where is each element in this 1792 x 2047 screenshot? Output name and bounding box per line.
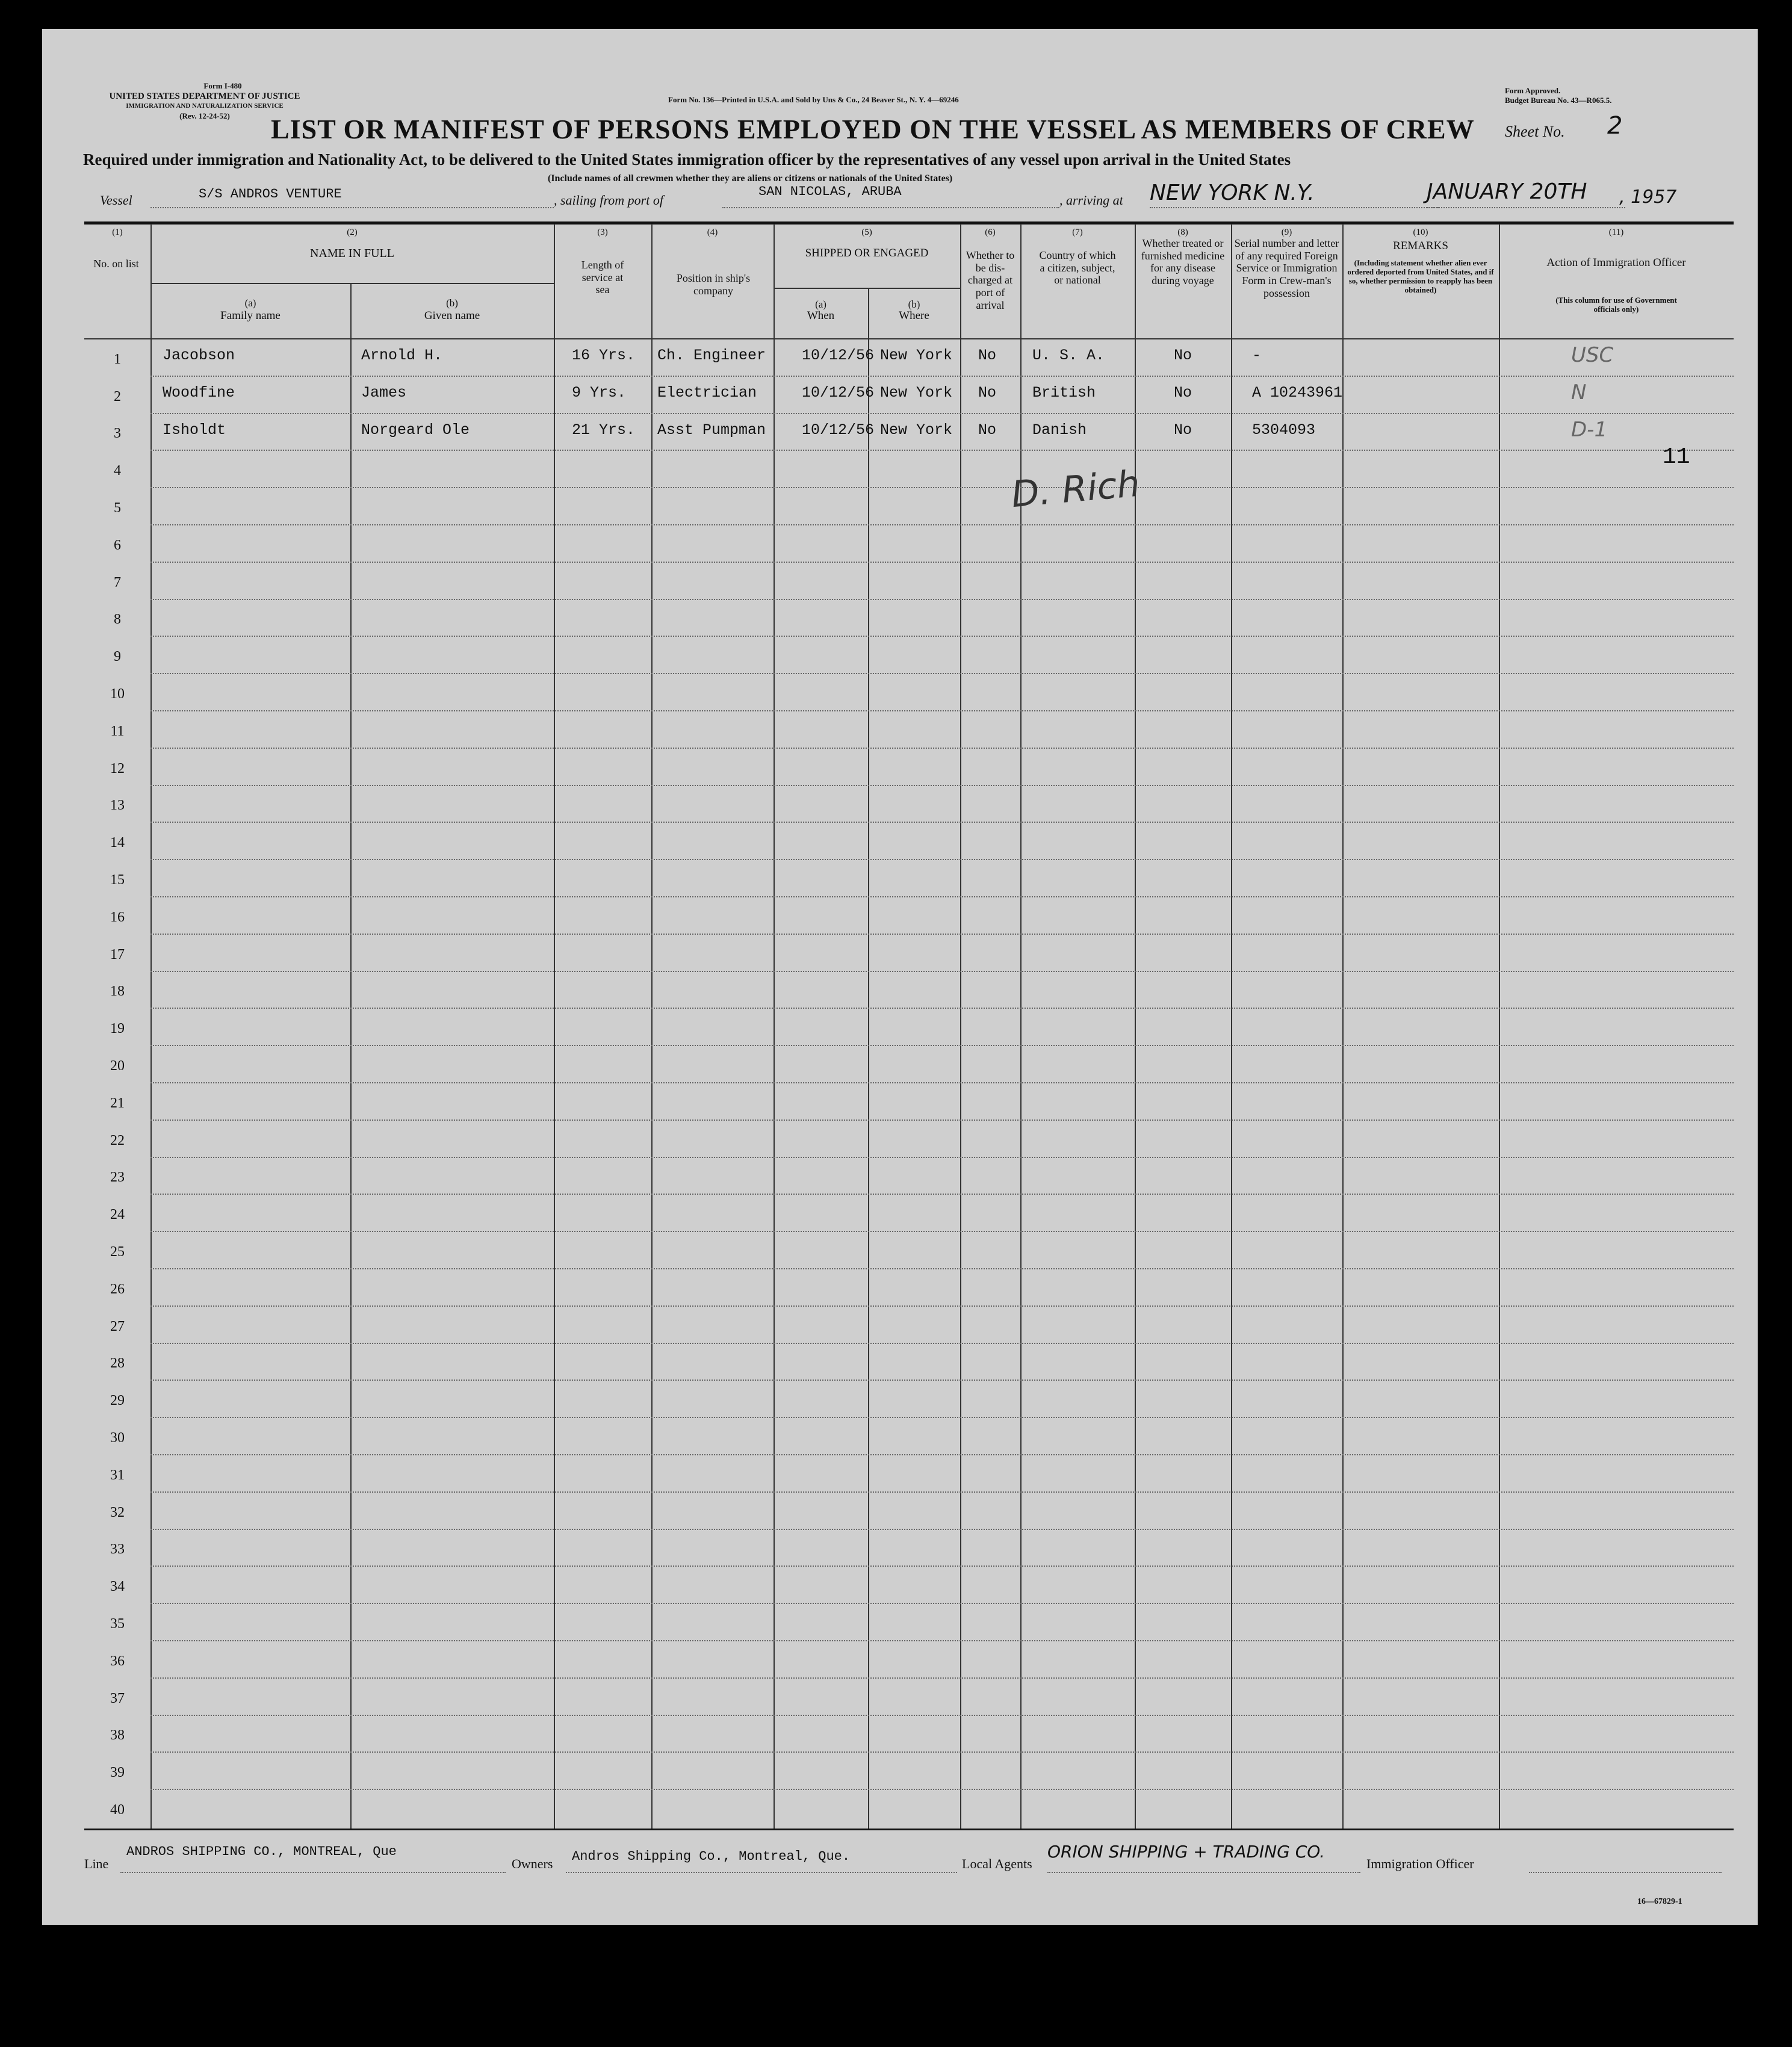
col-line-2 (350, 284, 352, 1829)
crew-country: U. S. A. (1032, 347, 1105, 364)
budget-bureau: Budget Bureau No. 43—R065.5. (1505, 96, 1612, 105)
head-family-a: (a) (244, 297, 256, 309)
crew-action: D-1 (1571, 417, 1608, 442)
head-serial: Serial number and letter of any required Foreign Service or Immigration Form in Crew-man's possession (1234, 237, 1339, 299)
row-divider (150, 1231, 1734, 1232)
row-number: 6 (114, 537, 121, 553)
crew-family: Woodfine (163, 383, 235, 401)
arriving-label: , arriving at (1059, 193, 1123, 208)
requirement-text: Required under immigration and Nationality Act, to be delivered to the United States immigration officer by the representatives of any vessel upon arrival in the United States (83, 150, 1291, 169)
row-divider (150, 1008, 1734, 1009)
crew-where: New York (880, 421, 953, 439)
head-action-note: (This column for use of Government officials only) (1555, 296, 1677, 314)
colnum-4: (4) (707, 228, 718, 237)
row-number: 23 (110, 1169, 125, 1186)
row-divider (150, 1417, 1734, 1418)
head-remarks: REMARKS (1393, 240, 1448, 252)
crew-given: James (361, 383, 407, 401)
line-label: Line (84, 1856, 109, 1871)
crew-discharged: No (978, 383, 997, 401)
row-divider (150, 1529, 1734, 1530)
col-line-4 (651, 224, 653, 1829)
crew-length: 21 Yrs. (572, 421, 636, 439)
row-divider (150, 1194, 1734, 1195)
name-sub-rule (150, 283, 554, 284)
row-divider (150, 1380, 1734, 1381)
head-family: Family name (220, 309, 281, 322)
margin-count: 11 (1663, 444, 1690, 470)
colnum-6: (6) (985, 228, 996, 237)
row-divider (150, 710, 1734, 711)
crew-serial: - (1252, 347, 1262, 364)
head-no-on-list: No. on list (93, 258, 139, 270)
line-value: ANDROS SHIPPING CO., MONTREAL, Que (126, 1844, 397, 1859)
col-line-12 (1499, 224, 1500, 1829)
owners-label: Owners (512, 1856, 553, 1871)
head-position: Position in ship's company (676, 272, 751, 297)
crew-country: British (1032, 383, 1096, 401)
row-number: 8 (114, 612, 121, 628)
row-number: 7 (114, 574, 121, 590)
row-number: 40 (110, 1802, 125, 1818)
crew-treated: No (1174, 383, 1192, 401)
row-number: 39 (110, 1765, 125, 1781)
head-shipped: SHIPPED OR ENGAGED (805, 247, 929, 259)
agents-underline (1047, 1872, 1360, 1873)
row-number: 18 (110, 983, 125, 1000)
service: IMMIGRATION AND NATURALIZATION SERVICE (126, 102, 284, 110)
agents-value: ORION SHIPPING + TRADING CO. (1047, 1842, 1325, 1862)
row-divider (150, 413, 1734, 414)
vessel-underline (150, 207, 554, 208)
row-divider (150, 1789, 1734, 1790)
row-divider (150, 1640, 1734, 1641)
head-treated: Whether treated or furnished medicine for any disease during voyage (1141, 237, 1225, 287)
crew-length: 16 Yrs. (572, 347, 636, 364)
row-number: 20 (110, 1058, 125, 1074)
head-where-b: (b) (908, 299, 920, 310)
col-line-1 (150, 224, 152, 1829)
department: UNITED STATES DEPARTMENT OF JUSTICE (109, 91, 300, 101)
colnum-2: (2) (347, 228, 358, 237)
row-divider (150, 1082, 1734, 1083)
row-number: 36 (110, 1653, 125, 1669)
row-number: 19 (110, 1021, 125, 1037)
colnum-9: (9) (1281, 228, 1292, 237)
arrival-port: NEW YORK N.Y. (1150, 181, 1315, 205)
form-approved: Form Approved. (1505, 86, 1561, 95)
colnum-5: (5) (861, 228, 872, 237)
crew-when: 10/12/56 (802, 421, 875, 439)
row-number: 29 (110, 1393, 125, 1409)
row-divider (150, 524, 1734, 525)
row-number: 27 (110, 1318, 125, 1334)
row-divider (150, 1268, 1734, 1269)
manifest-sheet (42, 29, 1758, 1925)
row-number: 16 (110, 909, 125, 925)
crew-position: Asst Pumpman (657, 421, 766, 439)
row-number: 33 (110, 1541, 125, 1558)
officer-label: Immigration Officer (1366, 1856, 1474, 1871)
row-divider (150, 934, 1734, 935)
colnum-3: (3) (597, 228, 608, 237)
date-underline (1427, 207, 1625, 208)
table-top-rule (84, 221, 1734, 225)
colnum-7: (7) (1072, 228, 1083, 237)
row-divider (150, 1454, 1734, 1455)
row-number: 26 (110, 1281, 125, 1297)
form-id: Form I-480 (203, 81, 242, 90)
row-divider (150, 1715, 1734, 1716)
col-line-3 (554, 224, 555, 1829)
row-divider (150, 450, 1734, 451)
row-number: 14 (110, 835, 125, 851)
head-when-a: (a) (815, 299, 826, 310)
form-code: 16—67829-1 (1637, 1897, 1682, 1906)
sailing-label: , sailing from port of (554, 193, 663, 208)
arrival-date: JANUARY 20TH (1427, 179, 1587, 204)
row-number: 22 (110, 1132, 125, 1148)
row-divider (150, 859, 1734, 860)
head-country: Country of which a citizen, subject, or national (1039, 249, 1116, 286)
row-number: 30 (110, 1430, 125, 1446)
head-action: Action of Immigration Officer (1546, 256, 1686, 269)
row-divider (150, 748, 1734, 749)
row-divider (150, 487, 1734, 488)
row-number: 12 (110, 760, 125, 776)
row-divider (150, 1677, 1734, 1679)
row-divider (150, 636, 1734, 637)
row-number: 10 (110, 686, 125, 702)
row-number: 31 (110, 1467, 125, 1483)
row-number: 24 (110, 1207, 125, 1223)
row-number: 21 (110, 1095, 125, 1111)
row-divider (150, 562, 1734, 563)
row-number: 35 (110, 1616, 125, 1632)
head-given-b: (b) (446, 297, 458, 309)
crew-position: Ch. Engineer (657, 347, 766, 364)
row-divider (150, 1343, 1734, 1344)
col-line-10 (1231, 224, 1232, 1829)
vessel-name: S/S ANDROS VENTURE (199, 187, 342, 202)
head-length: Length of service at sea (581, 259, 624, 296)
crew-family: Isholdt (163, 421, 226, 439)
crew-action: USC (1571, 343, 1614, 367)
row-number: 38 (110, 1727, 125, 1744)
header-bottom-rule (84, 338, 1734, 339)
owners-underline (566, 1872, 957, 1873)
row-number: 34 (110, 1579, 125, 1595)
head-remarks-note: (Including statement whether alien ever ordered deported from United States, and if so, whether permission to reapply has been obtained) (1347, 258, 1494, 294)
crew-treated: No (1174, 421, 1192, 439)
col-line-8 (1020, 224, 1022, 1829)
crew-where: New York (880, 383, 953, 401)
row-divider (150, 1603, 1734, 1604)
row-number: 1 (114, 351, 121, 367)
line-underline (120, 1872, 506, 1873)
col-line-5 (774, 224, 775, 1829)
include-note: (Include names of all crewmen whether they are aliens or citizens or nationals of the United States) (548, 173, 953, 184)
row-number: 17 (110, 946, 125, 962)
crew-discharged: No (978, 421, 997, 439)
sheet-label: Sheet No. (1505, 123, 1565, 140)
row-number: 32 (110, 1504, 125, 1520)
crew-serial: A 10243961 (1252, 383, 1343, 401)
crew-when: 10/12/56 (802, 347, 875, 364)
row-divider (150, 971, 1734, 972)
row-divider (150, 1565, 1734, 1567)
agents-label: Local Agents (962, 1856, 1032, 1871)
row-divider (150, 896, 1734, 897)
arrival-underline (1150, 207, 1439, 208)
table-bottom-rule (84, 1829, 1734, 1830)
col-line-11 (1342, 224, 1344, 1829)
officer-underline (1529, 1872, 1722, 1873)
row-number: 13 (110, 797, 125, 814)
crew-treated: No (1174, 347, 1192, 364)
row-number: 25 (110, 1244, 125, 1260)
page-title: LIST OR MANIFEST OF PERSONS EMPLOYED ON THE VESSEL AS MEMBERS OF CREW (271, 114, 1475, 144)
printer-note: Form No. 136—Printed in U.S.A. and Sold by Uns & Co., 24 Beaver St., N. Y. 4—69246 (668, 95, 959, 104)
crew-given: Arnold H. (361, 347, 443, 364)
row-divider (150, 785, 1734, 786)
row-number: 28 (110, 1355, 125, 1372)
head-given: Given name (424, 309, 480, 322)
row-number: 3 (114, 426, 121, 442)
row-number: 9 (114, 649, 121, 665)
crew-serial: 5304093 (1252, 421, 1316, 439)
arrival-year: , 1957 (1619, 187, 1677, 208)
port-underline (722, 207, 1059, 208)
crew-action: N (1571, 380, 1587, 404)
revision: (Rev. 12-24-52) (179, 111, 230, 120)
row-divider (150, 599, 1734, 600)
head-when: When (807, 309, 835, 322)
colnum-8: (8) (1177, 228, 1188, 237)
row-divider (150, 1491, 1734, 1493)
crew-discharged: No (978, 347, 997, 364)
owners-value: Andros Shipping Co., Montreal, Que. (572, 1849, 851, 1864)
row-number: 4 (114, 463, 121, 479)
colnum-1: (1) (112, 228, 123, 237)
colnum-10: (10) (1413, 228, 1428, 237)
shipped-sub-rule (774, 288, 960, 289)
row-number: 5 (114, 500, 121, 516)
port-of-departure: SAN NICOLAS, ARUBA (758, 184, 902, 199)
crew-country: Danish (1032, 421, 1087, 439)
crew-given: Norgeard Ole (361, 421, 470, 439)
row-divider (150, 673, 1734, 674)
row-divider (150, 1751, 1734, 1753)
sheet-number: 2 (1607, 112, 1623, 140)
row-divider (150, 1305, 1734, 1307)
row-divider (150, 376, 1734, 377)
row-divider (150, 1045, 1734, 1046)
row-divider (150, 1120, 1734, 1121)
row-number: 37 (110, 1690, 125, 1706)
row-divider (150, 1157, 1734, 1158)
col-line-7 (960, 224, 961, 1829)
crew-position: Electrician (657, 383, 757, 401)
col-line-6 (868, 289, 869, 1829)
head-where: Where (899, 309, 929, 322)
signature: D. Rich (1009, 462, 1142, 516)
crew-family: Jacobson (163, 347, 235, 364)
row-divider (150, 822, 1734, 823)
colnum-11: (11) (1608, 228, 1624, 237)
crew-where: New York (880, 347, 953, 364)
row-number: 11 (110, 723, 125, 739)
crew-when: 10/12/56 (802, 383, 875, 401)
head-name-in-full: NAME IN FULL (310, 247, 394, 260)
row-number: 15 (110, 872, 125, 888)
vessel-label: Vessel (100, 193, 132, 208)
head-discharged: Whether to be dis-charged at port of arrival (966, 249, 1015, 311)
row-number: 2 (114, 388, 121, 404)
crew-length: 9 Yrs. (572, 383, 627, 401)
